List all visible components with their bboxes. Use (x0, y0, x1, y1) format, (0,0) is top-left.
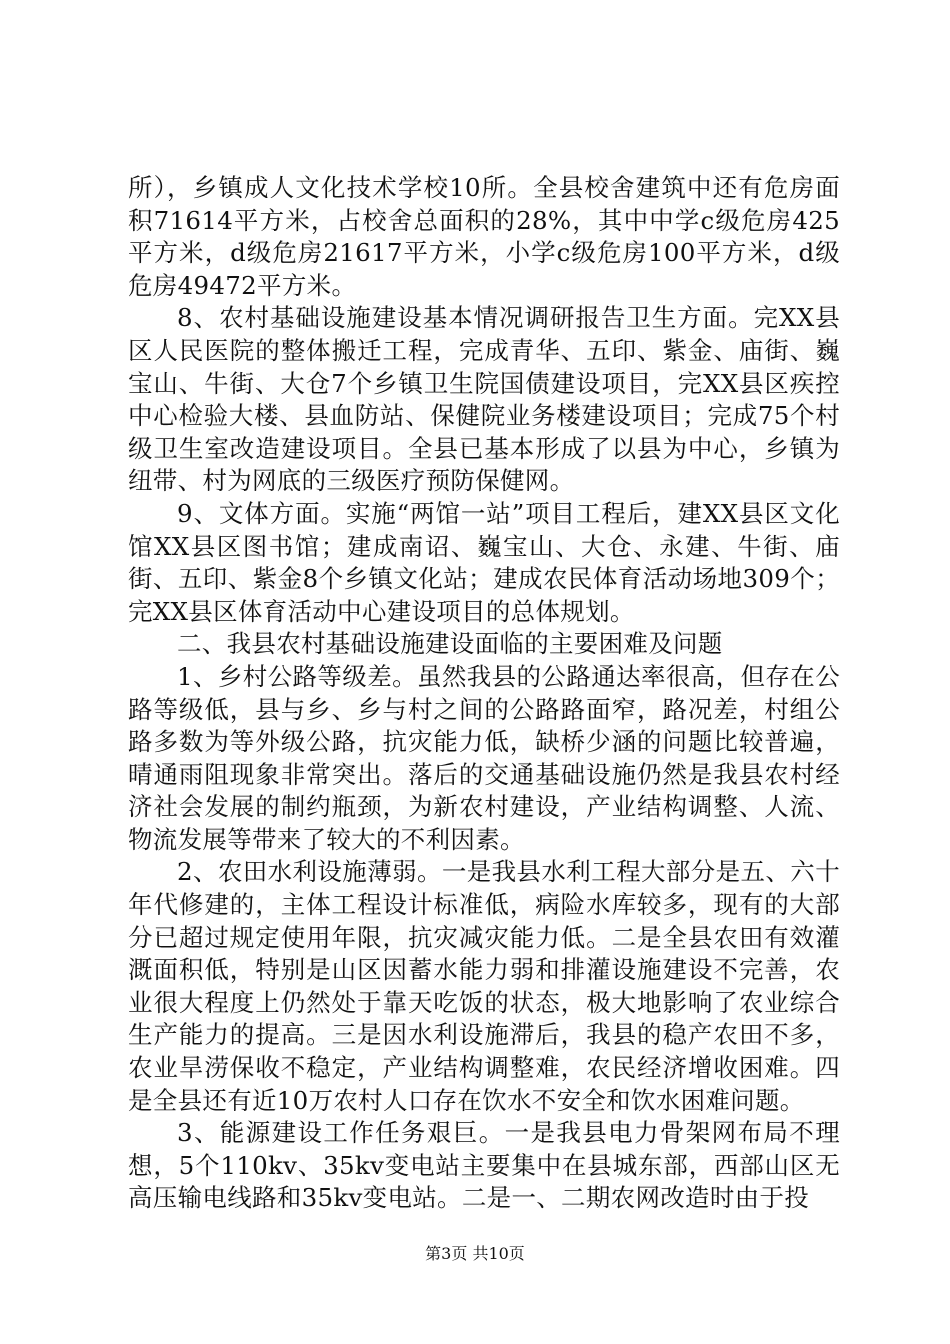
section-heading-difficulties: 二、我县农村基础设施建设面临的主要困难及问题 (177, 629, 723, 659)
paragraph-roads: 1、乡村公路等级差。虽然我县的公路通达率很高，但存在公路等级低，县与乡、乡与村之间的公路路面窄，路况差，村组公路多数为等外级公路，抗灾能力低，缺桥少涵的问题比较普遍，晴通雨阻现象非常突出。落后的交通基础设施仍然是我县农村经济社会发展的制约瓶颈，为新农村建设，产业结构调整、人流、物流发展等带来了较大的不利因素。 (128, 661, 840, 854)
document-body (128, 172, 840, 1215)
paragraph-energy: 3、能源建设工作任务艰巨。一是我县电力骨架网布局不理想，5个110kv、35kv变电站主要集中在县城东部，西部山区无高压输电线路和35kv变电站。二是一、二期农网改造时由于投 (128, 1118, 840, 1213)
paragraph-culture-sports: 9、文体方面。实施“两馆一站”项目工程后，建XX县区文化馆XX县区图书馆；建成南诏、巍宝山、大仓、永建、牛街、庙街、五印、紫金8个乡镇文化站；建成农民体育活动场地309个；完XX县区体育活动中心建设项目的总体规划。 (128, 498, 840, 626)
paragraph-irrigation: 2、农田水利设施薄弱。一是我县水利工程大部分是五、六十年代修建的，主体工程设计标准低，病险水库较多，现有的大部分已超过规定使用年限，抗灾减灾能力低。二是全县农田有效灌溉面积低，特别是山区因蓄水能力弱和排灌设施建设不完善，农业很大程度上仍然处于靠天吃饭的状态，极大地影响了农业综合生产能力的提高。三是因水利设施滞后，我县的稳产农田不多，农业旱涝保收不稳定，产业结构调整难，农民经济增收困难。四是全县还有近10万农村人口存在饮水不安全和饮水困难问题。 (128, 857, 840, 1115)
paragraph-continuation-schools: 所），乡镇成人文化技术学校10所。全县校舍建筑中还有危房面积71614平方米，占校舍总面积的28%，其中中学c级危房425平方米，d级危房21617平方米，小学c级危房100平方米，d级危房49472平方米。 (128, 173, 840, 300)
page-footer: 第3页 共10页 (425, 1244, 525, 1263)
paragraph-health: 8、农村基础设施建设基本情况调研报告卫生方面。完XX县区人民医院的整体搬迁工程，完成青华、五印、紫金、庙街、巍宝山、牛街、大仓7个乡镇卫生院国债建设项目，完XX县区疾控中心检验大楼、县血防站、保健院业务楼建设项目；完成75个村级卫生室改造建设项目。全县已基本形成了以县为中心，乡镇为纽带、村为网底的三级医疗预防保健网。 (128, 303, 840, 496)
